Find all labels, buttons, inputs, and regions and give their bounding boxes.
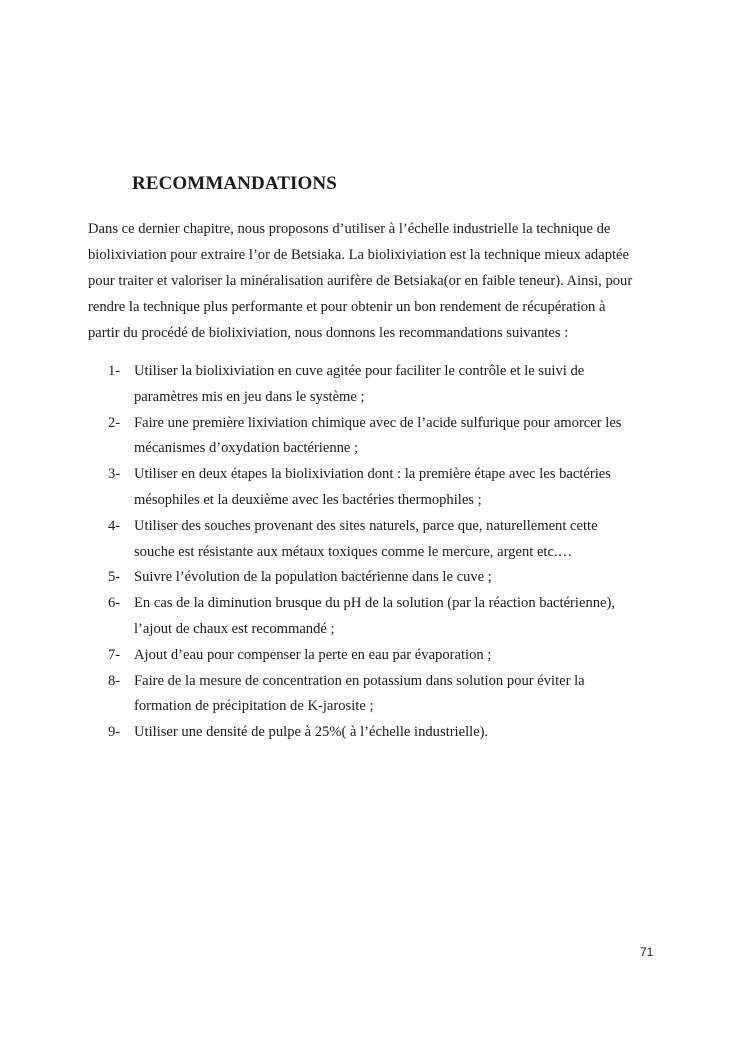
list-item-number: 2- — [108, 414, 121, 431]
list-item-line: mécanismes d’oxydation bactérienne ; — [134, 440, 359, 457]
list-item-number: 3- — [108, 466, 121, 483]
list-item-number: 6- — [108, 595, 121, 612]
list-item-number: 9- — [108, 724, 121, 741]
list-item-line: En cas de la diminution brusque du pH de la solution (par la réaction bactérienne), — [134, 595, 616, 612]
list-item-line: Faire de la mesure de concentration en potassium dans solution pour éviter la — [134, 672, 585, 689]
list-item — [108, 643, 668, 669]
list-item — [108, 359, 668, 411]
list-item-line: Suivre l’évolution de la population bactérienne dans le cuve ; — [134, 569, 492, 586]
list-item-number: 4- — [108, 517, 121, 534]
list-item-line: Utiliser en deux étapes la biolixiviation dont : la première étape avec les bactéries — [134, 466, 611, 483]
list-item-number: 5- — [108, 569, 121, 586]
intro-line: pour traiter et valoriser la minéralisation aurifère de Betsiaka(or en faible teneur). Ainsi, pour — [88, 273, 633, 289]
intro-line: biolixiviation pour extraire l’or de Betsiaka. La biolixiviation est la technique mieux adaptée — [88, 247, 630, 263]
recommendations-list — [108, 359, 668, 746]
list-item-number: 7- — [108, 646, 121, 663]
list-item-line: souche est résistante aux métaux toxiques comme le mercure, argent etc.… — [134, 543, 573, 560]
list-item-line: Utiliser des souches provenant des sites naturels, parce que, naturellement cette — [134, 517, 598, 534]
list-item — [108, 669, 668, 721]
list-item-number: 1- — [108, 363, 121, 379]
section-heading: RECOMMANDATIONS — [132, 173, 337, 194]
list-item-line: l’ajout de chaux est recommandé ; — [134, 620, 335, 637]
list-item — [108, 720, 668, 746]
page-number: 71 — [640, 945, 654, 959]
list-item — [108, 591, 668, 643]
list-item — [108, 411, 668, 463]
list-item-line: Utiliser la biolixiviation en cuve agitée pour faciliter le contrôle et le suivi de — [134, 363, 585, 379]
intro-line: rendre la technique plus performante et pour obtenir un bon rendement de récupération à — [88, 299, 606, 315]
list-item-line: paramètres mis en jeu dans le système ; — [134, 388, 365, 405]
list-item-line: Utiliser une densité de pulpe à 25%( à l’échelle industrielle). — [134, 724, 489, 741]
list-item-line: Ajout d’eau pour compenser la perte en eau par évaporation ; — [134, 646, 492, 663]
list-item — [108, 514, 668, 566]
intro-paragraph — [88, 216, 668, 346]
intro-line: Dans ce dernier chapitre, nous proposons d’utiliser à l’échelle industrielle la technique de — [88, 221, 611, 237]
list-item-line: Faire une première lixiviation chimique avec de l’acide sulfurique pour amorcer les — [134, 414, 622, 431]
list-item-line: mésophiles et la deuxième avec les bactéries thermophiles ; — [134, 491, 482, 508]
list-item-line: formation de précipitation de K-jarosite ; — [134, 698, 374, 715]
list-item — [108, 565, 668, 591]
list-item — [108, 462, 668, 514]
intro-line: partir du procédé de biolixiviation, nous donnons les recommandations suivantes : — [88, 325, 569, 341]
list-item-number: 8- — [108, 672, 121, 689]
